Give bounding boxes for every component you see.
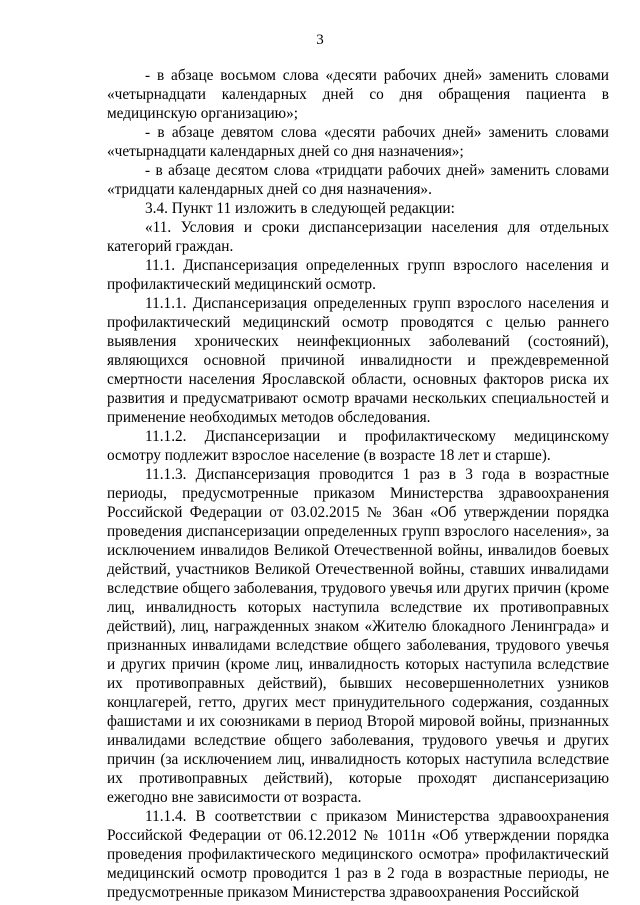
paragraph-11-1: 11.1. Диспансеризация определенных групп взрослого населения и профилактический медицинский осмотр. [107,257,609,293]
paragraph-11-1-3: 11.1.3. Диспансеризация проводится 1 раз в 3 года в возрастные периоды, предусмотренные приказом Министерства здравоохранения Российской Федерации от 03.02.2015 № 36ан «Об утверждении порядка проведения диспансеризации определенных групп взрослого населения», за исключением инвалидов Великой Отечественной войны, инвалидов боевых действий, участников Великой Отечественной войны, ставших инвалидами вследствие общего заболевания, трудового увечья или других причин (кроме лиц, инвалидность которых наступила вследствие их противоправных действий), лиц, награжденных знаком «Жителю блокадного Ленинграда» и признанных инвалидами вследствие общего заболевания, трудового увечья и других причин (кроме лиц, инвалидность которых наступила вследствие их противоправных действий), бывших несовершеннолетних узников концлагерей, гетто, других мест принудительного содержания, созданных фашистами и их союзниками в период Второй мировой войны, признанных инвалидами вследствие общего заболевания, трудового увечья и других причин (за исключением лиц, инвалидность которых наступила вследствие их противоправных действий), которые проходят диспансеризацию ежегодно вне зависимости от возраста. [107,466,609,806]
paragraph-item-9: - в абзаце девятом слова «десяти рабочих дней» заменить словами «четырнадцати календарных дней со дня назначения»; [107,124,609,160]
paragraph-11-title: «11. Условия и сроки диспансеризации населения для отдельных категорий граждан. [107,219,609,255]
paragraph-11-1-4: 11.1.4. В соответствии с приказом Министерства здравоохранения Российской Федерации от 06.12.2012 № 1011н «Об утверждении порядка проведения профилактического медицинского осмотра» профилактический медицинский осмотр проводится 1 раз в 2 года в возрастные периоды, не предусмотренные приказом Министерства здравоохранения Российской [107,808,609,901]
page-number: 3 [316,32,324,48]
paragraph-11-1-2: 11.1.2. Диспансеризации и профилактическому медицинскому осмотру подлежит взрослое население (в возрасте 18 лет и старше). [107,428,609,464]
document-body [107,66,609,902]
paragraph-item-10: - в абзаце десятом слова «тридцати рабочих дней» заменить словами «тридцати календарных дней со дня назначения». [107,162,609,198]
paragraph-11-1-1: 11.1.1. Диспансеризация определенных групп взрослого населения и профилактический медицинский осмотр проводятся с целью раннего выявления хронических неинфекционных заболеваний (состояний), являющихся основной причиной инвалидности и преждевременной смертности населения Ярославской области, основных факторов риска их развития и предусматривают осмотр врачами нескольких специальностей и применение необходимых методов обследования. [107,295,609,426]
paragraph-3-4: 3.4. Пункт 11 изложить в следующей редакции: [145,200,455,217]
paragraph-item-8: - в абзаце восьмом слова «десяти рабочих дней» заменить словами «четырнадцати календарных дней со дня обращения пациента в медицинскую организацию»; [107,67,609,122]
